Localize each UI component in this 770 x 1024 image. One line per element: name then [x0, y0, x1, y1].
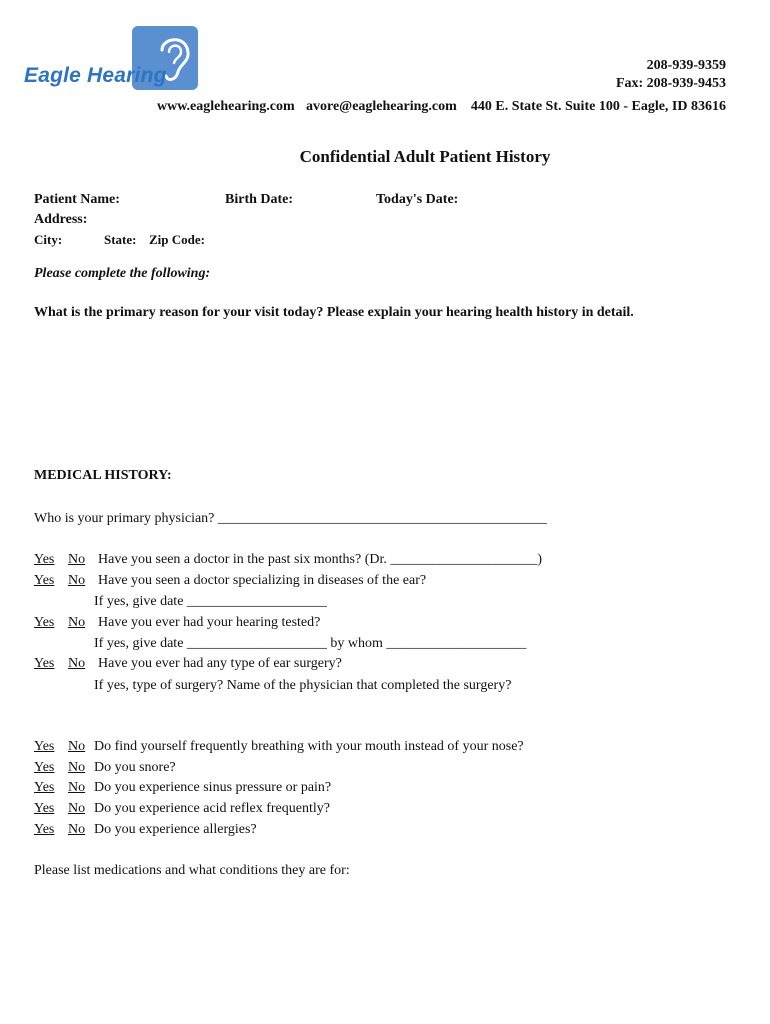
yes-option[interactable]: Yes [34, 780, 55, 795]
yes-option[interactable]: Yes [34, 822, 55, 837]
question-row-hearing-tested [34, 615, 320, 631]
no-option[interactable]: No [68, 552, 86, 567]
yes-option[interactable]: Yes [34, 552, 55, 567]
question-text: Do you experience sinus pressure or pain? [94, 780, 332, 795]
patient-name-label: Patient Name: [34, 192, 120, 207]
question-row-snore [34, 760, 176, 776]
city-label: City: [34, 232, 63, 247]
no-option[interactable]: No [68, 656, 86, 671]
primary-physician-question: Who is your primary physician? _______________________________________________ [34, 511, 547, 526]
no-option[interactable]: No [68, 573, 86, 588]
question-text: Do you experience allergies? [94, 822, 257, 837]
question-text: Have you seen a doctor in the past six months? (Dr. _____________________) [98, 552, 543, 567]
no-option[interactable]: No [68, 822, 86, 837]
address-label: Address: [34, 212, 88, 227]
no-option[interactable]: No [68, 760, 86, 775]
no-option[interactable]: No [68, 801, 86, 816]
question-text: Have you seen a doctor specializing in diseases of the ear? [98, 573, 427, 588]
yes-option[interactable]: Yes [34, 615, 55, 630]
email-link[interactable]: avore@eaglehearing.com [306, 99, 457, 114]
todays-date-label: Today's Date: [376, 192, 459, 207]
page-title: Confidential Adult Patient History [299, 147, 551, 166]
question-text: Have you ever had your hearing tested? [98, 615, 321, 630]
yes-option[interactable]: Yes [34, 656, 55, 671]
zip-code-label: Zip Code: [149, 232, 205, 247]
state-label: State: [104, 232, 137, 247]
question-text: Do find yourself frequently breathing with your mouth instead of your nose? [94, 739, 524, 754]
question-text: Have you ever had any type of ear surgery? [98, 656, 342, 671]
no-option[interactable]: No [68, 780, 86, 795]
phone-number: 208-939-9359 [646, 58, 726, 73]
hearing-test-followup: If yes, give date ____________________ by whom ____________________ [94, 636, 527, 651]
question-row-allergies [34, 822, 257, 838]
question-row-ear-specialist [34, 573, 426, 589]
fax-number: Fax: 208-939-9453 [615, 76, 726, 91]
question-text: Do you snore? [94, 760, 176, 775]
ear-specialist-date-followup: If yes, give date ____________________ [94, 594, 327, 609]
no-option[interactable]: No [68, 739, 86, 754]
yes-option[interactable]: Yes [34, 573, 55, 588]
question-row-acid-reflex [34, 801, 330, 817]
question-row-doctor-six-months [34, 552, 542, 568]
question-text: Do you experience acid reflex frequently? [94, 801, 330, 816]
instructions-text: Please complete the following: [34, 266, 211, 281]
question-row-sinus [34, 780, 331, 796]
logo-text: Eagle Hearing [24, 64, 167, 87]
birth-date-label: Birth Date: [225, 192, 294, 207]
question-row-mouth-breathing [34, 739, 524, 755]
website-link[interactable]: www.eaglehearing.com [157, 99, 295, 114]
no-option[interactable]: No [68, 615, 86, 630]
yes-option[interactable]: Yes [34, 760, 55, 775]
primary-reason-question: What is the primary reason for your visit today? Please explain your hearing health history in detail. [34, 305, 634, 320]
medical-history-heading: MEDICAL HISTORY: [34, 468, 172, 483]
yes-option[interactable]: Yes [34, 801, 55, 816]
ear-surgery-followup: If yes, type of surgery? Name of the physician that completed the surgery? [94, 678, 512, 693]
eagle-hearing-logo [24, 26, 200, 94]
office-address: 440 E. State St. Suite 100 - Eagle, ID 83616 [470, 99, 726, 114]
question-row-ear-surgery [34, 656, 342, 672]
yes-option[interactable]: Yes [34, 739, 55, 754]
medications-prompt: Please list medications and what conditions they are for: [34, 863, 350, 878]
